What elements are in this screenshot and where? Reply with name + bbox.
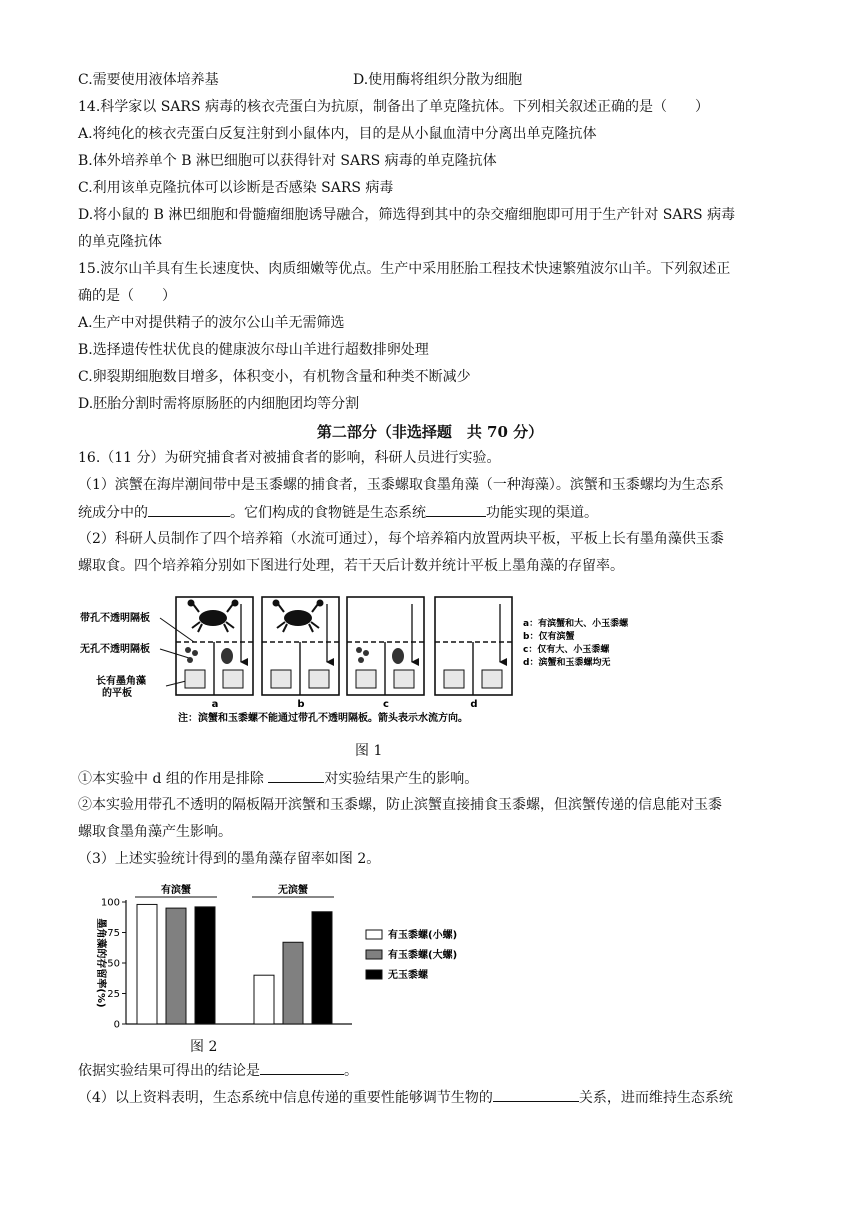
small-snail-icon xyxy=(356,647,369,663)
q16-stem: 16.（11 分）为研究捕食者对被捕食者的影响，科研人员进行实验。 xyxy=(78,450,501,466)
q14-option-d: D.将小鼠的 B 淋巴细胞和骨髓瘤细胞诱导融合，筛选得到其中的杂交瘤细胞即可用于生产针对 SARS 病毒 xyxy=(78,207,736,223)
chart-bars xyxy=(137,904,332,1024)
fig1-note: 注：滨蟹和玉黍螺不能通过带孔不透明隔板。箭头表示水流方向。 xyxy=(178,713,468,724)
q16-part1-text-b: 。它们构成的食物链是生态系统 xyxy=(230,505,426,521)
q15-option-b: B.选择遗传性状优良的健康波尔母山羊进行超数排卵处理 xyxy=(78,342,429,358)
q14-option-a: A.将纯化的核衣壳蛋白反复注射到小鼠体内，目的是从小鼠血清中分离出单克隆抗体 xyxy=(78,126,597,142)
part2-title: 第二部分（非选择题 共 70 分） xyxy=(316,423,544,441)
y-tick-label: 75 xyxy=(107,928,120,939)
answer-blank-5[interactable] xyxy=(493,1087,579,1102)
group-label: 无滨蟹 xyxy=(278,885,308,896)
fig1-legend-b: b：仅有滨蟹 xyxy=(523,632,575,642)
q15-option-c: C.卵裂期细胞数目增多，体积变小，有机物含量和种类不断减少 xyxy=(78,369,471,385)
box-label-b: b xyxy=(297,699,305,710)
y-axis-label: 墨角藻的存留率(%) xyxy=(95,918,106,1008)
chart-group-labels xyxy=(135,883,334,897)
group-label: 有滨蟹 xyxy=(161,885,191,896)
bar xyxy=(312,912,332,1024)
figure-1-caption: 图 1 xyxy=(355,743,383,759)
legend-label: 有玉黍螺(大螺) xyxy=(388,950,458,961)
bar xyxy=(166,908,186,1024)
q16-part3: （3）上述实验统计得到的墨角藻存留率如图 2。 xyxy=(78,851,381,867)
q15-stem: 15.波尔山羊具有生长速度快、肉质细嫩等优点。生产中采用胚胎工程技术快速繁殖波尔山羊。下列叙述正 xyxy=(78,261,731,277)
crab-icon xyxy=(188,600,239,633)
q16-sub1-text-b: 对实验结果产生的影响。 xyxy=(324,771,479,787)
q15-stem-cont: 确的是（ ） xyxy=(78,288,176,304)
label-plate-line1: 长有墨角藻 xyxy=(96,676,146,687)
legend-swatch xyxy=(366,970,382,979)
answer-blank-3[interactable] xyxy=(268,768,324,783)
q16-conclusion-text-b: 。 xyxy=(344,1063,358,1079)
q15-option-a: A.生产中对提供精子的波尔公山羊无需筛选 xyxy=(78,315,345,331)
figure-1 xyxy=(76,590,676,730)
large-snail-icon xyxy=(392,648,404,664)
fig1-legend-c: c：仅有大、小玉黍螺 xyxy=(523,645,610,655)
incubator-box-d xyxy=(435,597,512,695)
answer-blank-4[interactable] xyxy=(260,1060,344,1075)
figure-2-caption: 图 2 xyxy=(190,1039,218,1055)
q16-part1-line1: （1）滨蟹在海岸潮间带中是玉黍螺的捕食者，玉黍螺取食墨角藻（一种海藻）。滨蟹和玉黍螺均为生态系 xyxy=(78,477,724,493)
q16-part1-line2 xyxy=(78,502,598,523)
q16-part4-text-a: （4）以上资料表明，生态系统中信息传递的重要性能够调节生物的 xyxy=(78,1090,493,1106)
label-solid-divider: 无孔不透明隔板 xyxy=(80,644,150,655)
fig1-legend-d: d：滨蟹和玉黍螺均无 xyxy=(523,658,611,668)
answer-blank-1[interactable] xyxy=(148,502,230,517)
q14-option-b: B.体外培养单个 B 淋巴细胞可以获得针对 SARS 病毒的单克隆抗体 xyxy=(78,153,497,169)
y-tick-label: 0 xyxy=(113,1019,120,1031)
fig1-legend-a: a：有滨蟹和大、小玉黍螺 xyxy=(523,619,629,629)
y-tick-label: 25 xyxy=(107,989,120,1000)
chart-legend xyxy=(366,928,457,981)
q13-option-d: D.使用酶将组织分散为细胞 xyxy=(353,72,523,88)
incubator-box-b xyxy=(262,597,339,695)
q14-stem: 14.科学家以 SARS 病毒的核衣壳蛋白为抗原，制备出了单克隆抗体。下列相关叙述正确的是（ ） xyxy=(78,99,709,115)
legend-swatch xyxy=(366,950,382,959)
figure-2-chart xyxy=(80,880,480,1040)
q16-conclusion xyxy=(78,1060,358,1081)
bar xyxy=(254,975,274,1024)
legend-swatch xyxy=(366,930,382,939)
box-label-a: a xyxy=(211,699,219,710)
answer-blank-2[interactable] xyxy=(426,502,486,517)
box-label-c: c xyxy=(383,699,389,710)
bar xyxy=(283,942,303,1024)
q14-option-c: C.利用该单克隆抗体可以诊断是否感染 SARS 病毒 xyxy=(78,180,394,196)
small-snail-icon xyxy=(185,647,198,663)
q16-part2-line2: 螺取食。四个培养箱分别如下图进行处理，若干天后计数并统计平板上墨角藻的存留率。 xyxy=(78,558,624,574)
legend-label: 有玉黍螺(小螺) xyxy=(388,930,458,941)
q16-sub1-text-a: ①本实验中 d 组的作用是排除 xyxy=(78,771,269,787)
legend-label: 无玉黍螺 xyxy=(388,970,428,981)
label-perforated-divider: 带孔不透明隔板 xyxy=(80,613,150,624)
q16-part1-text-c: 功能实现的渠道。 xyxy=(486,505,598,521)
q16-part1-text-a: 统成分中的 xyxy=(78,505,148,521)
incubator-box-a xyxy=(176,597,253,695)
crab-icon xyxy=(273,600,324,633)
large-snail-icon xyxy=(221,648,233,664)
bar xyxy=(195,907,215,1024)
y-tick-label: 100 xyxy=(100,897,120,909)
incubator-box-c xyxy=(347,597,424,695)
box-label-d: d xyxy=(470,699,478,710)
q16-sub2-line1: ②本实验用带孔不透明的隔板隔开滨蟹和玉黍螺，防止滨蟹直接捕食玉黍螺，但滨蟹传递的信息能对玉黍 xyxy=(78,797,722,813)
q14-option-d-cont: 的单克隆抗体 xyxy=(78,234,162,250)
q16-conclusion-text-a: 依据实验结果可得出的结论是 xyxy=(78,1063,260,1079)
y-tick-label: 50 xyxy=(107,958,120,970)
bar xyxy=(137,904,157,1024)
q16-part2-line1: （2）科研人员制作了四个培养箱（水流可通过），每个培养箱内放置两块平板，平板上长有墨角藻供玉黍 xyxy=(78,531,724,547)
q15-option-d: D.胚胎分割时需将原肠胚的内细胞团均等分割 xyxy=(78,396,360,412)
q16-sub1 xyxy=(78,768,478,789)
q16-part4 xyxy=(78,1087,733,1108)
label-plate-line2: 的平板 xyxy=(102,688,132,699)
q16-sub2-line2: 螺取食墨角藻产生影响。 xyxy=(78,824,232,840)
q16-part4-text-b: 关系，进而维持生态系统 xyxy=(578,1090,733,1106)
q13-option-c: C.需要使用液体培养基 xyxy=(78,72,219,88)
